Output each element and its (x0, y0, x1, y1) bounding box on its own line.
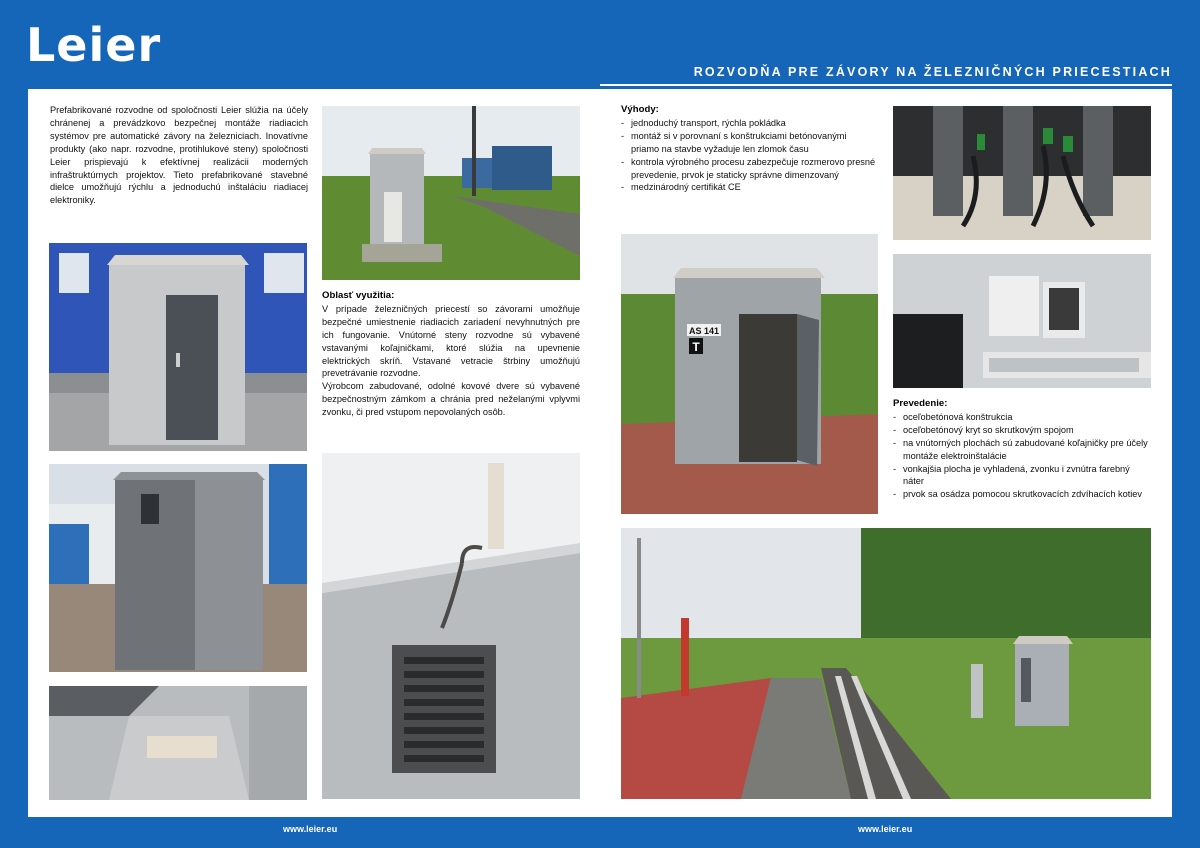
sign-letter: T (692, 340, 700, 354)
advantages-heading: Výhody: (621, 104, 659, 115)
photo-control-cabinet (893, 254, 1151, 388)
usage-section (322, 290, 580, 419)
intro-paragraph: Prefabrikované rozvodne od spoločnosti Leier slúžia na účely chránenej a prevádzkovo bezpečnej montáže riadiacich systémov pre automatické závory na železniciach. Inovatívne produkty (ako napr. rozvodne, protihlukové steny) spoločnosti Leier prispievajú k efektívnej realizácii moderných infraštruktúrnych projektov. Tieto prefabrikované stavebné dielce umožňujú rýchlu a jednoduchú inštaláciu riadiacej elektroniky. (50, 105, 308, 206)
footer-website-left[interactable]: www.leier.eu (283, 824, 338, 834)
photo-substation-railway (322, 106, 580, 280)
photo-substation-yard (49, 464, 307, 672)
list-item: - kontrola výrobného procesu zabezpečuje rozmerovo presné prevedenie, prvok je staticky správne dimenzovaný (621, 156, 877, 182)
design-section (893, 398, 1151, 501)
photo-substation-interior (49, 686, 307, 800)
advantages-list (621, 117, 877, 194)
usage-paragraph-2: Výrobcom zabudované, odolné kovové dvere sú vybavené bezpečnostným zámkom a chránia pred neželanými vplyvmi zvonku, či pred vstupom nepovolaných osôb. (322, 381, 580, 418)
footer-website-right[interactable]: www.leier.eu (858, 824, 913, 834)
list-item: - na vnútorných plochách sú zabudované koľajničky pre účely montáže elektroinštalácie (893, 437, 1151, 463)
list-item: - vonkajšia plocha je vyhladená, zvonku i zvnútra farebný náter (893, 463, 1151, 489)
page-title: ROZVODŇA PRE ZÁVORY NA ŽELEZNIČNÝCH PRIECESTIACH (693, 65, 1172, 79)
sign-label: AS 141 (688, 326, 720, 336)
usage-paragraph-1: V prípade železničných priecestí so závorami umožňuje bezpečné umiestnenie riadiacich zariadení nevyhnutných pre ich fungovanie. Vnútorné steny rozvodne sú vybavené vstavanými koľajničkami, ktoré slúžia na upevnenie elektrických skríň. Vstavané vetracie štrbiny umožňujú prevetrávanie rozvodne. (322, 303, 580, 379)
photo-ventilation-grill (322, 453, 580, 799)
leier-logo (26, 18, 162, 72)
header-divider (600, 84, 1172, 86)
list-item: - oceľobetónový kryt so skrutkovým spojom (893, 424, 1151, 437)
usage-heading: Oblasť využitia: (322, 290, 395, 301)
design-heading: Prevedenie: (893, 398, 948, 409)
list-item: - jednoduchý transport, rýchla pokládka (621, 117, 877, 130)
design-list (893, 411, 1151, 501)
photo-substation-open-door (621, 234, 878, 514)
list-item: - prvok sa osádza pomocou skrutkovacích zdvíhacích kotiev (893, 488, 1151, 501)
advantages-section (621, 104, 877, 194)
list-item: - medzinárodný certifikát CE (621, 181, 877, 194)
logo-text: Leier (26, 18, 162, 72)
photo-railway-crossing (621, 528, 1151, 799)
photo-cable-entry (893, 106, 1151, 240)
list-item: - oceľobetónová konštrukcia (893, 411, 1151, 424)
photo-substation-front (49, 243, 307, 451)
list-item: - montáž si v porovnaní s konštrukciami betónovanými priamo na stavbe vyžaduje len zlomok času (621, 130, 877, 156)
